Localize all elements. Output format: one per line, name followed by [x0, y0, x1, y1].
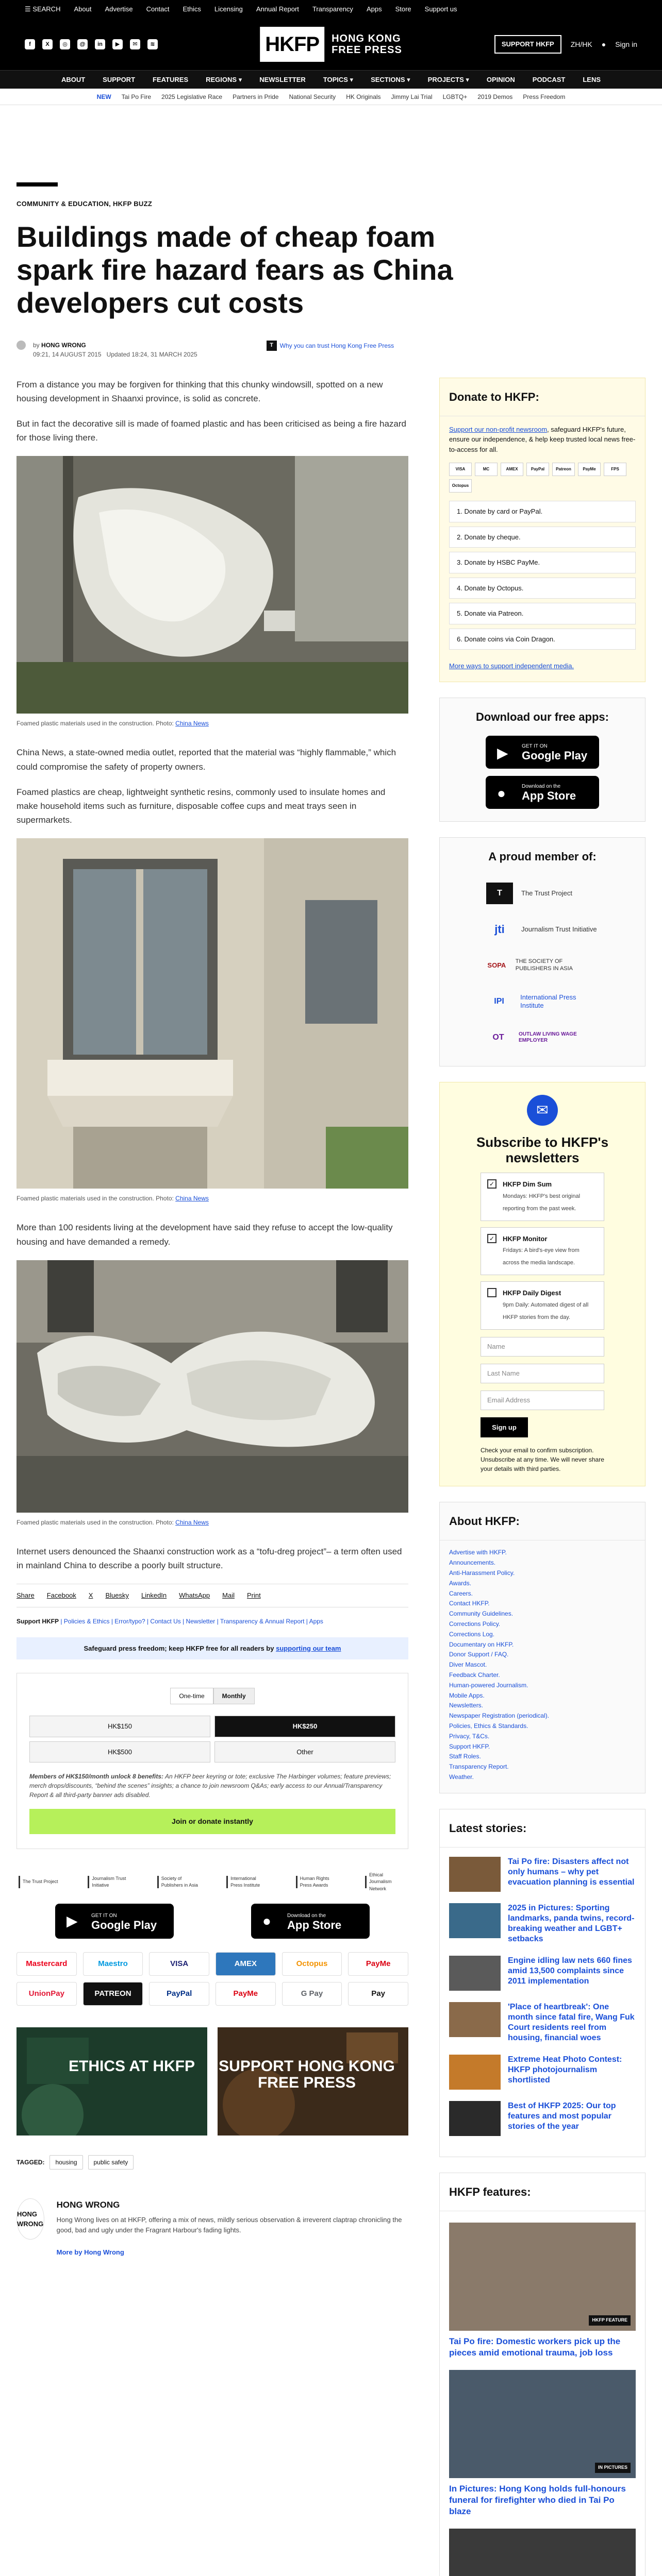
payme-logo: PayMe: [578, 463, 601, 476]
linkedin-icon[interactable]: in: [95, 39, 105, 49]
site-logo[interactable]: [260, 27, 402, 62]
nav-regions[interactable]: REGIONS ▾: [206, 75, 242, 83]
topbar-link-store[interactable]: Store: [395, 5, 411, 13]
donate-option[interactable]: 6. Donate coins via Coin Dragon.: [449, 629, 636, 650]
share-x[interactable]: X: [88, 1591, 93, 1600]
main-nav: [0, 70, 662, 89]
sign-in-link[interactable]: Sign in: [615, 40, 637, 48]
photo-caption: Foamed plastic materials used in the construction. Photo: China News: [16, 1195, 209, 1202]
amount-option-other[interactable]: Other: [214, 1741, 395, 1763]
app-store-badges: [16, 1904, 408, 1939]
topbar-link-about[interactable]: About: [74, 5, 92, 13]
tag-housing[interactable]: housing: [49, 2155, 82, 2170]
x-icon[interactable]: X: [42, 39, 53, 49]
patreon-logo: Patreon: [552, 463, 575, 476]
topbar-link-transparency[interactable]: Transparency: [312, 5, 353, 13]
trending-item[interactable]: HK Originals: [346, 93, 381, 100]
about-link[interactable]: Corrections Log.: [449, 1630, 495, 1638]
about-link[interactable]: Transparency Report.: [449, 1763, 509, 1771]
payment-methods-grid: [16, 1952, 408, 2006]
donate-option[interactable]: 1. Donate by card or PayPal.: [449, 501, 636, 522]
paragraph: More than 100 residents living at the development have said they refuse to accept the low-quality housing and have demanded a remedy.: [16, 1223, 393, 1247]
donate-option[interactable]: 4. Donate by Octopus.: [449, 578, 636, 599]
press-freedom-banner: Safeguard press freedom; keep HKFP free for all readers by supporting our team: [16, 1637, 408, 1660]
about-links: [440, 1540, 645, 1792]
google-play-icon: ▶: [67, 1913, 78, 1929]
membership-box: [439, 837, 646, 1066]
unionpay-logo[interactable]: UnionPay: [16, 1982, 77, 2006]
nav-topics[interactable]: TOPICS ▾: [323, 75, 354, 83]
share-bluesky[interactable]: Bluesky: [105, 1591, 129, 1600]
top-utility-bar: [0, 0, 662, 19]
google-pay-logo[interactable]: G Pay: [282, 1982, 342, 2006]
tab-one-time[interactable]: One-time: [170, 1688, 213, 1704]
trust-link[interactable]: T Why you can trust Hong Kong Free Press: [267, 341, 394, 351]
threads-icon[interactable]: @: [77, 39, 88, 49]
member-item[interactable]: SOPA THE SOCIETY OF PUBLISHERS IN ASIA: [487, 958, 573, 972]
ethics-promo-banner[interactable]: ETHICS AT HKFP: [16, 2027, 207, 2136]
amount-option-selected[interactable]: HK$250: [214, 1716, 395, 1737]
paypal-logo: PayPal: [526, 463, 549, 476]
donation-widget: [16, 1673, 408, 1849]
byline: by HONG WRONG 09:21, 14 AUGUST 2015 Updated 18:24, 31 MARCH 2025 T Why you can trust Hong Kong Free Press: [16, 341, 646, 359]
feature-image: HKFP FEATURE: [449, 2223, 636, 2331]
mail-icon: ✉: [527, 1095, 558, 1126]
app-store-badge[interactable]: ● Download on the App Store: [486, 776, 599, 809]
membership-logo-row: [16, 1872, 408, 1891]
apps-box: [439, 698, 646, 822]
topbar-link-ethics[interactable]: Ethics: [183, 5, 201, 13]
nav-lens[interactable]: LENS: [583, 75, 601, 83]
latest-stories-box: [439, 1809, 646, 2157]
join-donate-button[interactable]: Join or donate instantly: [29, 1809, 395, 1834]
about-link[interactable]: Awards.: [449, 1579, 472, 1587]
checkbox-unchecked[interactable]: [487, 1288, 496, 1297]
apple-pay-logo[interactable]: Pay: [348, 1982, 408, 2006]
author-box: [16, 2198, 408, 2258]
octopus-logo: Octopus: [449, 479, 472, 493]
share-button[interactable]: Share: [16, 1591, 35, 1600]
logo-text: HONG KONG FREE PRESS: [332, 33, 402, 56]
author-logo: HONG WRONG: [16, 2198, 44, 2240]
feature-item[interactable]: IN PICTURES In Pictures: Hong Kong holds full-honours funeral for firefighter who died in Tai Po blaze: [449, 2370, 636, 2517]
rss-icon[interactable]: ≋: [147, 39, 158, 49]
author-avatar: [16, 341, 26, 350]
about-link[interactable]: Documentary on HKFP.: [449, 1640, 514, 1648]
share-whatsapp[interactable]: WhatsApp: [179, 1591, 210, 1600]
checkbox-checked[interactable]: ✓: [487, 1179, 496, 1189]
caption-source-link[interactable]: China News: [175, 1195, 209, 1202]
octopus-logo[interactable]: Octopus: [282, 1952, 342, 1976]
about-link[interactable]: Community Guidelines.: [449, 1610, 514, 1618]
donate-option[interactable]: 5. Donate via Patreon.: [449, 603, 636, 624]
payme-logo[interactable]: PayMe: [216, 1982, 276, 2006]
amex-logo[interactable]: AMEX: [216, 1952, 276, 1976]
topbar-link-advertise[interactable]: Advertise: [105, 5, 133, 13]
trending-item[interactable]: Jimmy Lai Trial: [391, 93, 433, 100]
member-item[interactable]: OT OUTLAW LIVING WAGE EMPLOYER: [492, 1031, 577, 1043]
article-footer-links[interactable]: Support HKFP | Policies & Ethics | Error/typo? | Contact Us | Newsletter | Transparency & Annual Report | Apps: [16, 1617, 323, 1625]
story-thumbnail: [449, 2101, 501, 2136]
facebook-icon[interactable]: f: [25, 39, 35, 49]
paragraph: But in fact the decorative sill is made of foamed plastic and has been criticised as being a fire hazard for those living there.: [16, 419, 406, 443]
maestro-logo[interactable]: Maestro: [83, 1952, 143, 1976]
latest-story[interactable]: Extreme Heat Photo Contest: HKFP photojournalism shortlisted: [449, 2055, 636, 2090]
article-kicker[interactable]: COMMUNITY & EDUCATION, HKFP BUZZ: [16, 200, 153, 208]
article-photo-broken-sill[interactable]: [16, 1260, 408, 1513]
nav-podcast[interactable]: PODCAST: [532, 75, 566, 83]
trending-bar: [0, 89, 662, 105]
ipi-logo[interactable]: International Press Institute: [226, 1876, 268, 1888]
mail-icon[interactable]: ✉: [130, 39, 140, 49]
apple-icon: ●: [262, 1913, 271, 1929]
social-links: [25, 39, 158, 49]
user-icon[interactable]: ●: [601, 40, 606, 48]
story-thumbnail: [449, 2002, 501, 2037]
mastercard-logo[interactable]: Mastercard: [16, 1952, 77, 1976]
trust-project-logo[interactable]: The Trust Project: [19, 1876, 60, 1888]
feature-image: IN PICTURES: [449, 2370, 636, 2478]
about-link[interactable]: Weather.: [449, 1773, 474, 1781]
feature-item[interactable]: [449, 2529, 636, 2576]
latest-story[interactable]: Tai Po fire: Disasters affect not only humans – why pet evacuation planning is essential: [449, 1857, 636, 1892]
trending-label: NEW: [96, 93, 111, 100]
search-link[interactable]: ☰ SEARCH: [25, 5, 61, 13]
tab-monthly[interactable]: Monthly: [213, 1688, 255, 1704]
share-bar: [16, 1584, 408, 1607]
author-bio: Hong Wrong lives on at HKFP, offering a mix of news, mildly serious observation & irreverent claptrap chronicling the good, bad and ugly under the Fragrant Harbour's fading lights.: [56, 2215, 402, 2234]
patreon-logo[interactable]: PATREON: [83, 1982, 143, 2006]
about-link[interactable]: Anti-Harassment Policy.: [449, 1569, 515, 1577]
amount-option[interactable]: HK$150: [29, 1716, 210, 1737]
promo-banners: [16, 2027, 408, 2136]
about-link[interactable]: Newspaper Registration (periodical).: [449, 1712, 550, 1720]
visa-logo[interactable]: VISA: [149, 1952, 209, 1976]
trending-item[interactable]: Press Freedom: [523, 93, 566, 100]
tag-public-safety[interactable]: public safety: [88, 2155, 134, 2170]
more-by-author-link[interactable]: More by Hong Wrong: [56, 2248, 124, 2257]
trending-item[interactable]: LGBTQ+: [442, 93, 468, 100]
topbar-link-licensing[interactable]: Licensing: [214, 5, 243, 13]
latest-story[interactable]: Best of HKFP 2025: Our top features and most popular stories of the year: [449, 2101, 636, 2136]
paragraph: Foamed plastics are cheap, lightweight synthetic resins, commonly used to insulate homes and make household items such as furniture, disposable coffee cups and meat trays seen in supermarkets.: [16, 787, 386, 825]
publish-date: 09:21, 14 AUGUST 2015: [33, 350, 102, 358]
apps-title: Download our free apps:: [476, 710, 609, 723]
nav-about[interactable]: ABOUT: [61, 75, 86, 83]
latest-title: Latest stories:: [440, 1809, 645, 1848]
trending-item[interactable]: Tai Po Fire: [121, 93, 152, 100]
caption-source-link[interactable]: China News: [175, 1518, 209, 1526]
article-photo-windowsill[interactable]: [16, 456, 408, 714]
nav-features[interactable]: FEATURES: [153, 75, 189, 83]
language-switch[interactable]: ZH/HK: [570, 40, 592, 48]
youtube-icon[interactable]: ▶: [112, 39, 123, 49]
latest-story[interactable]: 'Place of heartbreak': One month since fatal fire, Wang Fuk Court residents reel from housing, financial woes: [449, 2002, 636, 2043]
donate-option[interactable]: 2. Donate by cheque.: [449, 527, 636, 548]
apple-icon: ●: [497, 785, 506, 801]
donate-title: Donate to HKFP:: [440, 378, 645, 416]
feature-image: [449, 2529, 636, 2576]
payme-logo[interactable]: PayMe: [348, 1952, 408, 1976]
google-play-badge[interactable]: ▶ GET IT ON Google Play: [55, 1904, 174, 1939]
about-link[interactable]: Feedback Charter.: [449, 1671, 500, 1679]
hrpa-logo[interactable]: Human Rights Press Awards: [296, 1876, 337, 1888]
about-link[interactable]: Donor Support / FAQ.: [449, 1651, 509, 1658]
logo-box: HKFP: [260, 27, 324, 62]
google-play-icon: ▶: [497, 744, 508, 761]
photo-caption: Foamed plastic materials used in the construction. Photo: China News: [16, 1518, 209, 1526]
nav-newsletter[interactable]: NEWSLETTER: [259, 75, 306, 83]
site-header: [0, 19, 662, 70]
paypal-logo[interactable]: PayPal: [149, 1982, 209, 2006]
about-link[interactable]: Diver Mascot.: [449, 1661, 487, 1669]
about-box: [439, 1502, 646, 1793]
about-link[interactable]: Human-powered Journalism.: [449, 1681, 528, 1689]
name-input[interactable]: Name: [481, 1337, 604, 1357]
amount-option[interactable]: HK$500: [29, 1741, 210, 1763]
donate-intro-link[interactable]: Support our non-profit newsroom: [449, 425, 548, 433]
nav-support[interactable]: SUPPORT: [103, 75, 136, 83]
author-link[interactable]: HONG WRONG: [41, 341, 86, 349]
fps-logo: FPS: [604, 463, 626, 476]
trending-item[interactable]: Partners in Pride: [233, 93, 279, 100]
newsletter-option[interactable]: ✓ HKFP Dim Sum Mondays: HKFP's best original reporting from the past week.: [481, 1173, 604, 1221]
donate-option[interactable]: 3. Donate by HSBC PayMe.: [449, 552, 636, 573]
article-body: [16, 378, 408, 2576]
updated-date: Updated 18:24, 31 MARCH 2025: [106, 350, 197, 358]
topbar-link-support[interactable]: Support us: [424, 5, 457, 13]
newsletter-note: Check your email to confirm subscription. Unsubscribe at any time. We will never share your details with third parties.: [481, 1447, 604, 1473]
paragraph: From a distance you may be forgiven for thinking that this chunky windowsill, spotted on a new housing development in Shaanxi province, is solid as concrete.: [16, 379, 383, 403]
app-store-badge[interactable]: ● Download on the App Store: [251, 1904, 370, 1939]
share-facebook[interactable]: Facebook: [46, 1591, 76, 1600]
checkbox-checked[interactable]: ✓: [487, 1234, 496, 1243]
donate-card-logos: [449, 463, 636, 493]
last-name-input[interactable]: Last Name: [481, 1364, 604, 1383]
features-box: [439, 2173, 646, 2576]
newsletter-option[interactable]: ✓ HKFP Monitor Fridays: A bird's-eye view from across the media landscape.: [481, 1227, 604, 1276]
article-title: Buildings made of cheap foam spark fire hazard fears as China developers cut costs: [16, 220, 453, 319]
member-item[interactable]: jti Journalism Trust Initiative: [494, 923, 597, 936]
features-title: HKFP features:: [440, 2173, 645, 2211]
about-link[interactable]: Careers.: [449, 1589, 473, 1597]
tags: TAGGED: housing public safety: [16, 2155, 408, 2170]
sidebar: [439, 378, 646, 2576]
feature-item[interactable]: HKFP FEATURE Tai Po fire: Domestic workers pick up the pieces amid emotional trauma, job loss: [449, 2223, 636, 2359]
about-link[interactable]: Policies, Ethics & Standards.: [449, 1722, 528, 1730]
support-promo-banner[interactable]: SUPPORT HONG KONG FREE PRESS: [218, 2027, 408, 2136]
support-hkfp-button[interactable]: SUPPORT HKFP: [494, 35, 561, 54]
newsletter-box: [439, 1082, 646, 1487]
mastercard-logo: MC: [475, 463, 498, 476]
nav-sections[interactable]: SECTIONS ▾: [371, 75, 410, 83]
email-input[interactable]: Email Address: [481, 1391, 604, 1410]
title-rule: [16, 182, 58, 187]
about-link[interactable]: Support HKFP.: [449, 1742, 490, 1750]
trending-item[interactable]: National Security: [289, 93, 336, 100]
more-ways-link[interactable]: More ways to support independent media.: [449, 662, 574, 670]
newsletter-title: Subscribe to HKFP's newsletters: [476, 1134, 609, 1165]
share-print[interactable]: Print: [246, 1591, 261, 1600]
instagram-icon[interactable]: ◎: [60, 39, 70, 49]
jti-logo[interactable]: Journalism Trust Initiative: [88, 1876, 129, 1888]
latest-story[interactable]: Engine idling law nets 660 fines amid 13,500 complaints since 2011 implementation: [449, 1956, 636, 1991]
about-link[interactable]: Announcements.: [449, 1559, 496, 1567]
article-photo-building-window[interactable]: [16, 838, 408, 1189]
story-thumbnail: [449, 1903, 501, 1938]
amex-logo: AMEX: [501, 463, 523, 476]
membership-title: A proud member of:: [488, 850, 597, 863]
signup-button[interactable]: Sign up: [481, 1417, 528, 1438]
about-link[interactable]: Corrections Policy.: [449, 1620, 501, 1628]
paragraph: China News, a state-owned media outlet, reported that the material was “highly flammable,” which could compromise the safety of property owners.: [16, 748, 396, 772]
latest-story[interactable]: 2025 in Pictures: Sporting landmarks, panda twins, record-breaking weather and LGBT+ setbacks: [449, 1903, 636, 1944]
trust-project-icon: T: [267, 341, 277, 351]
trending-item[interactable]: 2025 Legislative Race: [161, 93, 223, 100]
about-link[interactable]: Privacy, T&Cs.: [449, 1732, 490, 1740]
member-item[interactable]: T The Trust Project: [486, 875, 599, 911]
author-name[interactable]: HONG WRONG: [56, 2200, 120, 2210]
story-thumbnail: [449, 1857, 501, 1892]
about-link[interactable]: Advertise with HKFP.: [449, 1549, 507, 1556]
newsletter-option[interactable]: HKFP Daily Digest 9pm Daily: Automated digest of all HKFP stories from the day.: [481, 1281, 604, 1330]
photo-caption: Foamed plastic materials used in the construction. Photo: China News: [16, 720, 209, 727]
topbar-link-apps[interactable]: Apps: [366, 5, 382, 13]
support-team-link[interactable]: supporting our team: [276, 1644, 341, 1652]
member-item[interactable]: IPI International Press Institute: [494, 993, 576, 1009]
story-thumbnail: [449, 2055, 501, 2090]
donate-box: Donate to HKFP: Support our non-profit newsroom, safeguard HKFP's future, ensure our independence, & help keep trusted local news free-to-access for all. VISA MC AMEX PayPal Patreon PayMe FPS Octopus 1. Donate by card or PayPal. 2. Donate by cheque. 3. Donate by HSBC PayMe. 4. Donate by Octopus. 5. Donate via Patreon. 6. Donate coins via Coin Dragon. More ways to support independent media.: [439, 378, 646, 682]
about-title: About HKFP:: [440, 1502, 645, 1540]
ejn-logo[interactable]: Ethical Journalism Network: [365, 1876, 406, 1888]
sopa-logo[interactable]: Society of Publishers in Asia: [157, 1876, 198, 1888]
caption-source-link[interactable]: China News: [175, 720, 209, 727]
google-play-badge[interactable]: ▶ GET IT ON Google Play: [486, 736, 599, 769]
member-benefits-note: Members of HK$150/month unlock 8 benefits: An HKFP beer keyring or tote; exclusive The Harbinger volumes; feature previews; merch drops/discounts, “behind the scenes” insights; a chance to join newsroom Q&As; early access to our Annual/Transparency Report & all third-party banner ads disabled.: [29, 1773, 391, 1799]
visa-logo: VISA: [449, 463, 472, 476]
trending-item[interactable]: 2019 Demos: [477, 93, 513, 100]
share-linkedin[interactable]: LinkedIn: [141, 1591, 167, 1600]
nav-projects[interactable]: PROJECTS ▾: [427, 75, 469, 83]
story-thumbnail: [449, 1956, 501, 1991]
paragraph: Internet users denounced the Shaanxi construction work as a “tofu-dreg project”– a term often used in mainland China to describe a poorly built structure.: [16, 1546, 402, 1570]
about-link[interactable]: Staff Roles.: [449, 1753, 481, 1760]
nav-opinion[interactable]: OPINION: [486, 75, 515, 83]
share-mail[interactable]: Mail: [222, 1591, 235, 1600]
topbar-link-contact[interactable]: Contact: [146, 5, 170, 13]
about-link[interactable]: Contact HKFP.: [449, 1600, 490, 1607]
about-link[interactable]: Newsletters.: [449, 1702, 484, 1709]
about-link[interactable]: Mobile Apps.: [449, 1691, 485, 1699]
topbar-link-annual-report[interactable]: Annual Report: [256, 5, 299, 13]
